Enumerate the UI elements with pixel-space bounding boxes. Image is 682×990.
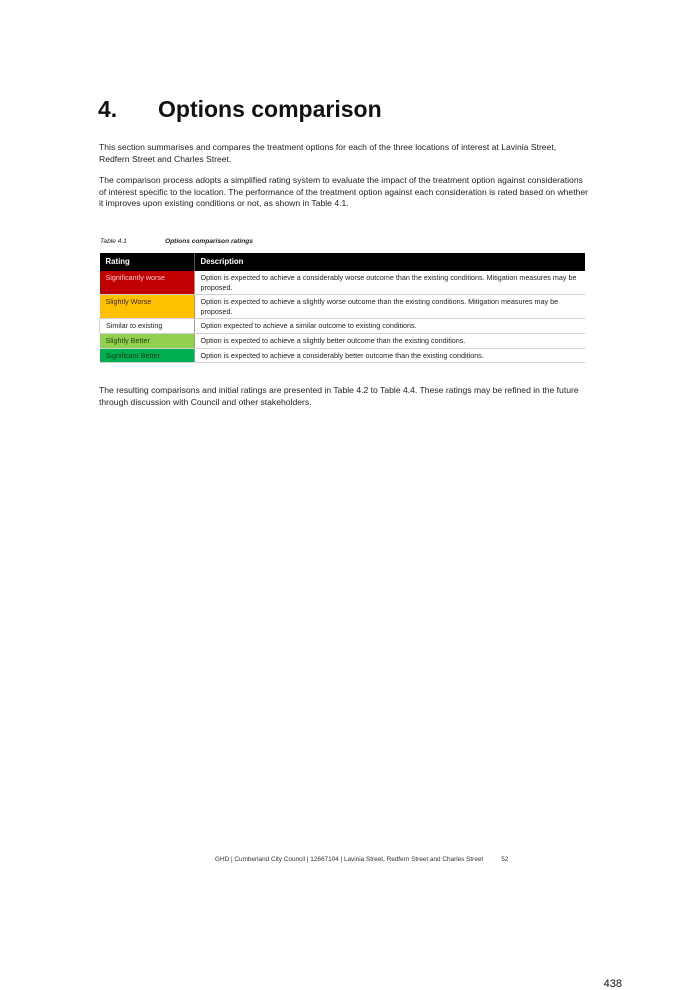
footer-page-number: 52 — [501, 856, 509, 863]
rating-description: Option expected to achieve a similar outcome to existing conditions. — [194, 319, 585, 334]
rating-significant-better: Significant Better — [100, 348, 195, 363]
table-caption — [100, 238, 253, 245]
table-caption-number: Table 4.1 — [100, 238, 127, 245]
table-row — [100, 295, 586, 319]
header-rating: Rating — [100, 253, 195, 271]
section-number: 4. — [98, 96, 118, 122]
rating-description: Option is expected to achieve a considerably better outcome than the existing conditions. — [194, 348, 585, 363]
table-row — [100, 348, 586, 363]
closing-paragraph: The resulting comparisons and initial ratings are presented in Table 4.2 to Table 4.4. These ratings may be refined in the future through discussion with Council and other stakeholders. — [99, 385, 579, 407]
ratings-table — [99, 253, 585, 363]
section-heading — [98, 96, 382, 123]
rating-similar-to-existing: Similar to existing — [100, 319, 195, 334]
footer-text: GHD | Cumberland City Council | 12667104 | Lavinia Street, Redfern Street and Charles Street — [215, 856, 484, 863]
rating-slightly-better: Slightly Better — [100, 333, 195, 348]
table-row — [100, 319, 586, 334]
process-paragraph: The comparison process adopts a simplified rating system to evaluate the impact of the treatment option against considerations of interest specific to the location. The performance of the treatment option against each consideration is rated based on whether it improves upon existing conditions or not, as shown in Table 4.1. — [99, 175, 589, 209]
page-footer — [215, 856, 508, 863]
table-row — [100, 271, 586, 295]
page-stamp-number: 438 — [603, 978, 622, 990]
table-caption-title: Options comparison ratings — [165, 238, 253, 245]
header-description: Description — [194, 253, 585, 271]
table-header-row — [100, 253, 586, 271]
rating-description: Option is expected to achieve a slightly better outcome than the existing conditions. — [194, 333, 585, 348]
section-title: Options comparison — [158, 96, 382, 122]
table-row — [100, 333, 586, 348]
rating-description: Option is expected to achieve a slightly worse outcome than the existing conditions. Mitigation measures may be proposed. — [194, 295, 585, 319]
rating-description: Option is expected to achieve a considerably worse outcome than the existing conditions. Mitigation measures may be proposed. — [194, 271, 585, 295]
intro-paragraph: This section summarises and compares the treatment options for each of the three locations of interest at Lavinia Street, Redfern Street and Charles Street. — [99, 142, 557, 164]
rating-slightly-worse: Slightly Worse — [100, 295, 195, 319]
rating-significantly-worse: Significantly worse — [100, 271, 195, 295]
